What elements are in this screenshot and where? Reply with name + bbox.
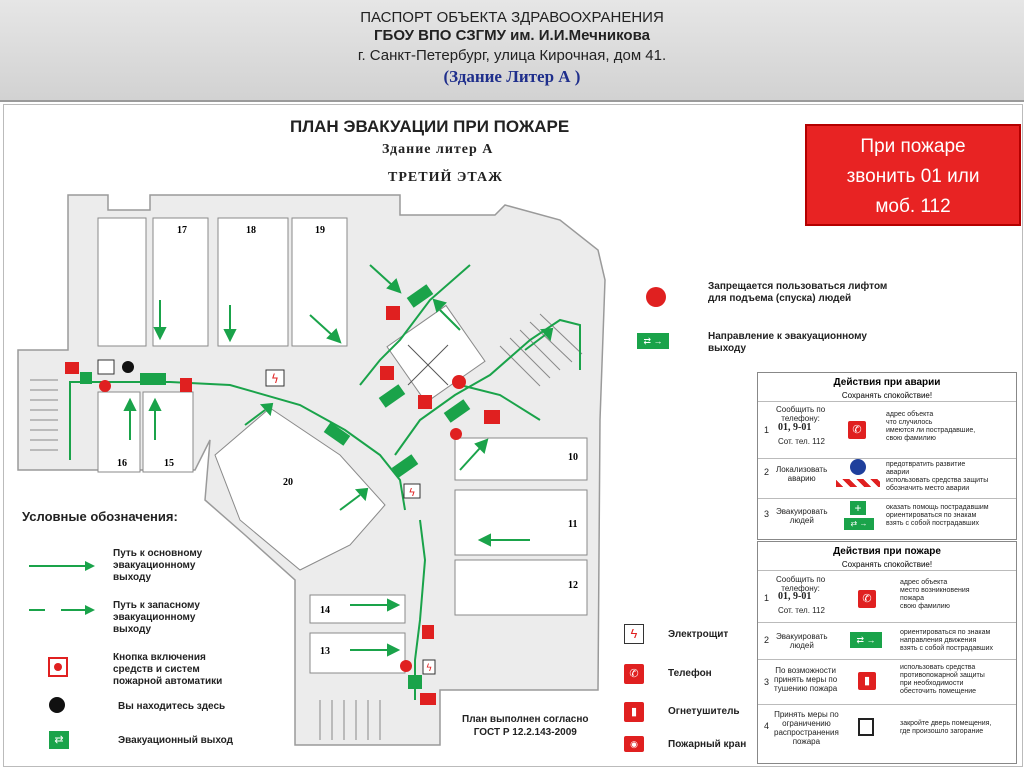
legend-main-route: [113, 548, 202, 584]
step-number: 2: [764, 467, 770, 477]
no-elevator-icon: [646, 287, 666, 307]
svg-text:ϟ: ϟ: [408, 486, 416, 499]
no-elevator-legend: [708, 281, 887, 305]
exit-sign-icon: ⇄ →: [844, 518, 874, 530]
room-number: 18: [246, 225, 256, 236]
fire-title: Действия при пожаре: [833, 546, 941, 557]
svg-text:ϟ: ϟ: [425, 663, 433, 674]
legend-line: Кнопка включения: [113, 652, 206, 663]
emergency-call-callout: [805, 124, 1021, 226]
mobile-number: Сот. тел. 112: [778, 437, 825, 446]
step-bullets: [900, 664, 985, 696]
bullet: адрес объекта: [886, 411, 934, 418]
phone-icon: ✆: [858, 590, 876, 608]
fire-extinguisher-icon: ▮: [624, 702, 644, 722]
step-label-line: телефону:: [781, 584, 820, 593]
bullet: где произошло загорание: [900, 728, 984, 735]
fire-extinguisher-icon: ▮: [858, 672, 876, 690]
step-bullets: [886, 461, 988, 493]
room-number: 16: [117, 458, 127, 469]
exit-direction-legend: [708, 331, 867, 355]
bullet: адрес объекта: [900, 579, 948, 586]
phone-icon: ✆: [624, 664, 644, 684]
step-label-line: тушению пожара: [774, 684, 838, 693]
bullet: место возникновения: [900, 587, 970, 594]
bullet: имеются ли пострадавшие,: [886, 427, 976, 434]
header-line-1: ПАСПОРТ ОБЪЕКТА ЗДРАВООХРАНЕНИЯ: [360, 9, 664, 26]
header-line-2: ГБОУ ВПО СЗГМУ им. И.И.Мечникова: [374, 27, 650, 44]
phone-number: 01, 9-01: [778, 422, 812, 433]
room-number: 17: [177, 225, 187, 236]
step-label-line: Сообщить по: [776, 405, 826, 414]
bullet: пожара: [900, 595, 924, 602]
step-number: 3: [764, 509, 770, 519]
legend-title: Условные обозначения:: [22, 509, 178, 524]
legend-electrical-panel: Электрощит: [668, 629, 729, 640]
step-label-line: Принять меры по: [774, 710, 839, 719]
callout-line: звонить 01 или: [846, 166, 980, 187]
step-number: 1: [764, 425, 770, 435]
emergency-exit-icon: ⇄: [49, 731, 69, 749]
step-label-line: По возможности: [775, 666, 837, 675]
bullet: при необходимости: [900, 680, 964, 687]
step-label-line: пожара: [792, 737, 821, 746]
bullet: оказать помощь пострадавшим: [886, 504, 989, 511]
note-line: План выполнен согласно: [462, 714, 589, 725]
room-number: 14: [320, 605, 330, 616]
legend-line: средств и систем: [113, 664, 200, 675]
header-building: (Здание Литер А ): [443, 67, 581, 86]
accident-subtitle: Сохранять спокойствие!: [841, 391, 933, 400]
step-bullets: [886, 504, 989, 528]
step-label-line: людей: [789, 516, 814, 525]
bullet: взять с собой пострадавших: [900, 645, 994, 652]
step-label-line: телефону:: [781, 414, 820, 423]
step-label-line: ограничению: [782, 719, 831, 728]
room-number: 15: [164, 458, 174, 469]
fire-alarm-button-icon: [48, 657, 68, 677]
bullet: предотвратить развитие: [886, 461, 966, 468]
legend-line: пожарной автоматики: [113, 676, 223, 687]
door-icon: [858, 718, 874, 736]
callout-line: моб. 112: [875, 196, 951, 217]
room-number: 19: [315, 225, 325, 236]
gost-note: [462, 713, 589, 739]
step-label: [776, 405, 825, 423]
protection-icon: [850, 459, 866, 475]
hazard-stripe-icon: [836, 479, 880, 487]
svg-text:ϟ: ϟ: [271, 372, 279, 386]
you-are-here-icon: [49, 697, 65, 713]
bullet: свою фамилию: [886, 435, 936, 442]
plan-floor: ТРЕТИЙ ЭТАЖ: [388, 170, 503, 185]
bullet: обозначить место аварии: [886, 485, 970, 492]
step-label: [776, 507, 828, 525]
room-door-marker: [98, 360, 114, 374]
legend-line: для подъема (спуска) людей: [708, 293, 852, 304]
plan-title: ПЛАН ЭВАКУАЦИИ ПРИ ПОЖАРЕ: [290, 117, 570, 136]
legend-line: выходу: [708, 343, 747, 354]
step-label-line: распространения: [774, 728, 839, 737]
legend-line: Путь к запасному: [113, 600, 200, 611]
step-label-line: Локализовать: [776, 465, 828, 474]
plan-building: Здание литер А: [382, 142, 494, 157]
step-label: [774, 710, 839, 746]
accident-title: Действия при аварии: [833, 377, 941, 388]
step-bullets: [900, 629, 993, 653]
legend-you-are-here: Вы находитесь здесь: [118, 701, 226, 712]
legend-extinguisher: Огнетушитель: [668, 706, 740, 717]
legend-line: Запрещается пользоваться лифтом: [708, 281, 888, 292]
electrical-panel-icon: ϟ: [624, 624, 644, 644]
legend-fire-hydrant: Пожарный кран: [668, 739, 747, 750]
bullet: обесточить помещение: [900, 688, 977, 695]
room-number: 12: [568, 580, 578, 591]
bullet: что случилось: [886, 419, 933, 426]
bullet: свою фамилию: [900, 603, 950, 610]
step-label: [776, 632, 828, 650]
room-number: 10: [568, 452, 578, 463]
room-number: 13: [320, 646, 330, 657]
mobile-number: Сот. тел. 112: [778, 606, 825, 615]
bullet: использовать средства защиты: [886, 477, 989, 484]
fire-hydrant-icon: ◉: [624, 736, 644, 752]
legend-line: Направление к эвакуационному: [708, 331, 867, 342]
step-number: 3: [764, 677, 770, 687]
step-label-line: людей: [789, 641, 814, 650]
step-label: [774, 666, 837, 693]
legend-line: эвакуационному: [113, 612, 196, 623]
step-label-line: Эвакуировать: [776, 632, 828, 641]
step-number: 1: [764, 593, 770, 603]
fire-subtitle: Сохранять спокойствие!: [841, 560, 933, 569]
step-bullets: [886, 411, 975, 443]
callout-line: При пожаре: [860, 136, 966, 157]
bullet: ориентироваться по знакам: [886, 512, 977, 519]
legend-emergency-exit: Эвакуационный выход: [118, 735, 233, 746]
bullet: взять с собой пострадавших: [886, 520, 980, 527]
step-number: 4: [764, 721, 770, 731]
header-address: г. Санкт-Петербург, улица Кирочная, дом 41.: [357, 47, 667, 64]
phone-number: 01, 9-01: [778, 591, 812, 602]
legend-phone: Телефон: [668, 668, 712, 679]
step-label-line: аварию: [787, 474, 816, 483]
bullet: противопожарной защиты: [900, 672, 985, 679]
phone-icon: ✆: [848, 421, 866, 439]
legend-line: выходу: [113, 624, 152, 635]
fire-actions-panel: [757, 541, 1017, 764]
legend-line: выходу: [113, 572, 152, 583]
room-number: 11: [568, 519, 578, 530]
you-are-here-dot: [122, 361, 134, 373]
legend-reserve-route: [113, 600, 200, 636]
exit-sign-icon: ⇄ →: [850, 632, 882, 648]
step-bullets: [900, 720, 991, 736]
step-label-line: Эвакуировать: [776, 507, 828, 516]
legend-line: эвакуационному: [113, 560, 196, 571]
bullet: использовать средства: [900, 664, 976, 671]
accident-actions-panel: [757, 372, 1017, 540]
bullet: ориентироваться по знакам: [900, 629, 991, 636]
step-label: [776, 465, 827, 483]
bullet: аварии: [886, 469, 910, 476]
legend-line: Путь к основному: [113, 548, 203, 559]
exit-direction-icon: ⇄ →: [637, 333, 669, 349]
bullet: закройте дверь помещения,: [900, 720, 992, 727]
step-bullets: [900, 579, 970, 611]
note-line: ГОСТ Р 12.2.143-2009: [473, 727, 577, 738]
bullet: направления движения: [900, 637, 977, 644]
step-label-line: принять меры по: [774, 675, 838, 684]
room-number: 20: [283, 477, 293, 488]
step-label-line: Сообщить по: [776, 575, 826, 584]
first-aid-icon: +: [850, 501, 866, 515]
legend-alarm-button: [113, 652, 222, 688]
step-number: 2: [764, 635, 770, 645]
